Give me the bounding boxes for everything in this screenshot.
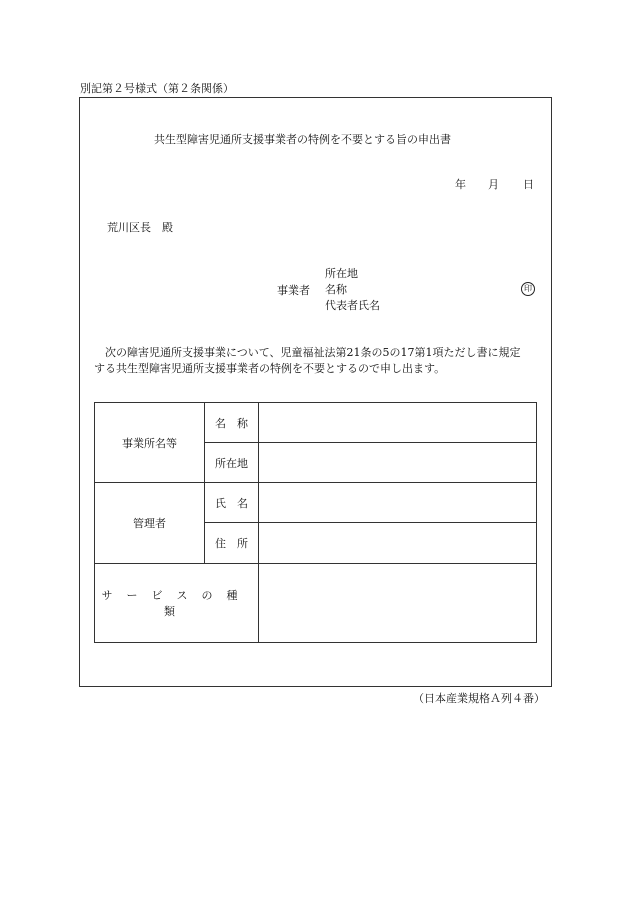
office-address-field[interactable]: [259, 443, 537, 483]
service-type-field[interactable]: [259, 563, 537, 642]
office-name-label: 名 称: [205, 403, 259, 443]
form-title: 共生型障害児通所支援事業者の特例を不要とする旨の申出書: [154, 133, 451, 146]
table-row: [95, 563, 537, 642]
office-address-label: 所在地: [205, 443, 259, 483]
manager-category-cell: 管理者: [95, 483, 205, 563]
paper-size-note: （日本産業規格Ａ列４番）: [413, 692, 545, 705]
form-number-header: 別記第２号様式（第２条関係）: [80, 82, 234, 95]
office-name-field[interactable]: [259, 403, 537, 443]
office-category-cell: 事業所名等: [95, 403, 205, 483]
manager-address-label: 住 所: [205, 523, 259, 563]
application-detail-table: [94, 402, 537, 643]
service-type-label: サービスの種類: [95, 563, 259, 642]
body-text-line-2: する共生型障害児通所支援事業者の特例を不要とするので申し出ます。: [94, 362, 446, 375]
body-text-line-1: 次の障害児通所支援事業について、児童福祉法第21条の5の17第1項ただし書に規定: [94, 346, 521, 359]
manager-name-label: 氏 名: [205, 483, 259, 523]
date-year-label: 年: [455, 178, 466, 191]
applicant-address-label: 所在地: [325, 267, 358, 280]
date-month-label: 月: [488, 178, 499, 191]
applicant-representative-label: 代表者氏名: [325, 299, 380, 312]
applicant-name-label: 名称: [325, 283, 347, 296]
applicant-label: 事業者: [277, 284, 310, 297]
addressee: 荒川区長 殿: [107, 221, 173, 234]
date-day-label: 日: [523, 178, 534, 191]
manager-name-field[interactable]: [259, 483, 537, 523]
table-row: [95, 483, 537, 523]
table-row: [95, 403, 537, 443]
seal-mark: 印: [521, 281, 535, 296]
manager-address-field[interactable]: [259, 523, 537, 563]
